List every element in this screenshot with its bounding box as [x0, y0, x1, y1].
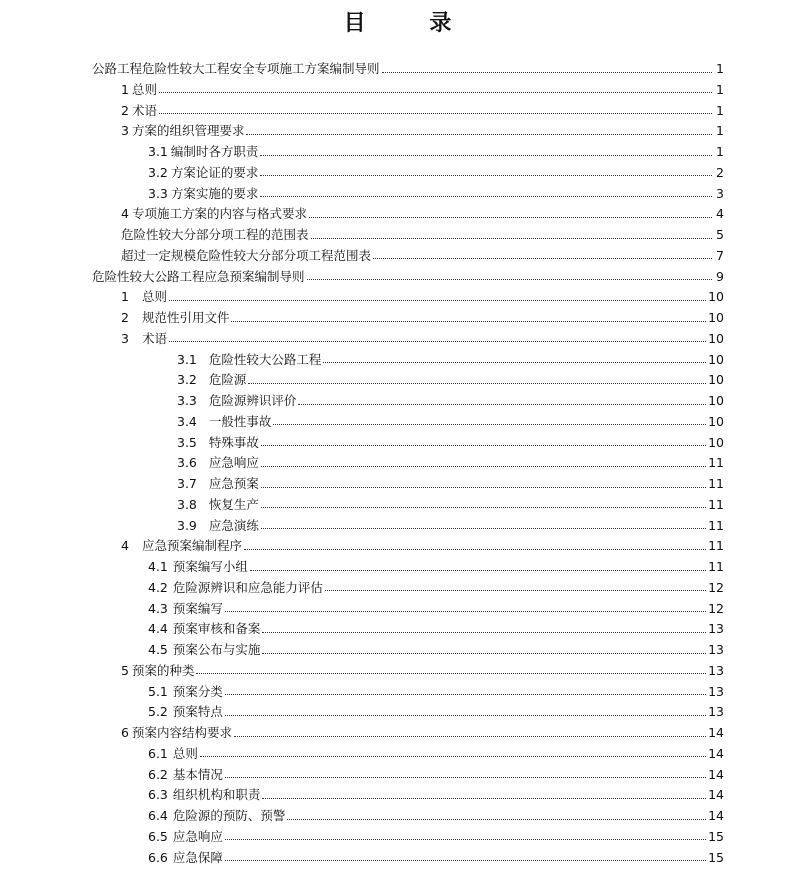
dot-leader [231, 309, 706, 322]
toc-entry-label: 术语 [141, 330, 167, 346]
toc-entry[interactable] [148, 806, 724, 826]
toc-entry[interactable] [121, 329, 724, 349]
toc-entry-number: 3.5 [177, 434, 197, 450]
dot-leader [260, 184, 712, 197]
toc-entry-page-number: 10 [708, 351, 724, 367]
dot-leader [307, 267, 712, 280]
toc-entry-label: 预案编写小组 [172, 559, 248, 574]
toc-entry-number: 6.3 [148, 787, 168, 803]
dot-leader [225, 848, 706, 861]
toc-entry[interactable] [148, 163, 724, 183]
toc-entry[interactable] [121, 308, 724, 328]
toc-entry-label: 应急预案编制程序 [141, 538, 242, 554]
toc-entry[interactable] [121, 204, 724, 224]
toc-entry-number: 3.1 [177, 351, 197, 367]
toc-entry[interactable] [177, 391, 724, 411]
dot-leader [196, 661, 706, 674]
toc-entry[interactable] [148, 702, 724, 722]
toc-entry-page-number: 10 [708, 434, 724, 450]
toc-entry-label: 应急响应 [208, 455, 259, 471]
toc-entry-label: 总则 [172, 745, 198, 761]
toc-entry[interactable] [148, 578, 724, 598]
dot-leader [261, 433, 706, 446]
toc-entry-label: 危险性较大分部分项工程的范围表 [121, 227, 309, 242]
dot-leader [260, 143, 712, 156]
toc-entry-number: 3.3 [177, 393, 197, 408]
toc-entry-page-number: 9 [716, 268, 724, 284]
toc-entry-page-number: 2 [716, 164, 724, 180]
dot-leader [261, 454, 706, 467]
dot-leader [261, 475, 706, 488]
toc-entry[interactable] [121, 80, 724, 100]
toc-entry[interactable] [177, 453, 724, 473]
toc-entry-label: 危险性较大公路工程应急预案编制导则 [92, 268, 305, 284]
toc-entry-number: 2 [121, 102, 129, 118]
toc-entry-label: 预案内容结构要求 [131, 725, 232, 740]
dot-leader [248, 371, 706, 384]
dot-leader [200, 744, 706, 757]
toc-entry-number: 4.2 [148, 579, 168, 595]
toc-entry-page-number: 14 [708, 808, 724, 823]
toc-entry[interactable] [148, 785, 724, 805]
dot-leader [298, 392, 706, 405]
dot-leader [225, 827, 706, 840]
toc-entry-page-number: 10 [708, 413, 724, 429]
toc-entry-page-number: 10 [708, 289, 724, 305]
toc-entry-number: 3.8 [177, 496, 197, 512]
toc-entry-label: 预案公布与实施 [172, 642, 261, 657]
dot-leader [225, 703, 706, 716]
dot-leader [169, 329, 706, 342]
toc-entry[interactable] [177, 474, 724, 494]
toc-entry-number: 4.4 [148, 621, 168, 637]
toc-entry[interactable] [92, 267, 724, 287]
toc-entry[interactable] [148, 682, 724, 702]
dot-leader [309, 205, 712, 218]
toc-entry-label: 危险源辨识和应急能力评估 [172, 579, 323, 595]
toc-entry[interactable] [148, 142, 724, 162]
toc-entry[interactable] [177, 370, 724, 390]
toc-entry-page-number: 13 [708, 683, 724, 699]
toc-entry-page-number: 14 [708, 725, 724, 740]
dot-leader [225, 682, 706, 695]
toc-entry-number: 4.3 [148, 600, 168, 616]
toc-entry-page-number: 10 [708, 310, 724, 325]
toc-entry-page-number: 15 [708, 828, 724, 844]
toc-entry-number: 6.4 [148, 808, 168, 823]
toc-entry-label: 预案特点 [172, 704, 223, 720]
toc-entry-page-number: 1 [716, 81, 724, 97]
toc-entry-page-number: 11 [708, 455, 724, 471]
dot-leader [225, 765, 706, 778]
toc-entry-label: 危险源辨识评价 [208, 393, 297, 408]
toc-entry[interactable] [177, 433, 724, 453]
toc-entry-label: 总则 [131, 81, 157, 97]
dot-leader [225, 599, 706, 612]
toc-entry-label: 预案的种类 [131, 662, 195, 678]
toc-entry-number: 3.1 [148, 144, 168, 159]
toc-entry-page-number: 1 [716, 123, 724, 139]
dot-leader [262, 620, 706, 633]
dot-leader [382, 60, 712, 73]
toc-entry-page-number: 13 [708, 642, 724, 657]
toc-entry[interactable] [177, 516, 724, 536]
toc-entry-number: 1 [121, 289, 129, 305]
toc-entry-page-number: 7 [716, 247, 724, 263]
toc-entry-number: 4.1 [148, 559, 168, 574]
toc-entry-label: 危险性较大公路工程 [208, 351, 322, 367]
dot-leader [159, 101, 712, 114]
toc-entry[interactable] [148, 184, 724, 204]
dot-leader [261, 495, 706, 508]
toc-entry[interactable] [148, 557, 724, 577]
toc-entry-label: 专项施工方案的内容与格式要求 [131, 206, 307, 222]
toc-entry-page-number: 14 [708, 745, 724, 761]
toc-entry-page-number: 11 [708, 559, 724, 574]
toc-entry-page-number: 11 [708, 538, 724, 554]
dot-leader [262, 641, 706, 654]
toc-entry-number: 2 [121, 310, 129, 325]
toc-entry-label: 特殊事故 [208, 434, 259, 450]
toc-entry-page-number: 12 [708, 579, 724, 595]
toc-entry[interactable] [121, 536, 724, 556]
toc-entry-number: 1 [121, 81, 129, 97]
toc-entry-label: 编制时各方职责 [170, 144, 259, 159]
page-title: 目 录 [343, 11, 480, 36]
toc-entry-label: 应急保障 [172, 849, 223, 865]
toc-entry-number: 3.2 [177, 372, 197, 388]
toc-entry-page-number: 5 [716, 227, 724, 242]
toc-entry-page-number: 3 [716, 185, 724, 201]
toc-entry-page-number: 10 [708, 330, 724, 346]
toc-entry-page-number: 11 [708, 517, 724, 533]
toc-entry-number: 3.9 [177, 517, 197, 533]
toc-entry-label: 预案分类 [172, 683, 223, 699]
toc-entry-page-number: 4 [716, 206, 724, 222]
dot-leader [250, 558, 706, 571]
toc-entry[interactable] [148, 640, 724, 660]
toc-entry-number: 3.7 [177, 476, 197, 491]
toc-entry-label: 危险源 [208, 372, 247, 388]
toc-entry-number: 6.6 [148, 849, 168, 865]
toc-entry-page-number: 14 [708, 766, 724, 782]
dot-leader [262, 786, 706, 799]
toc-entry-page-number: 1 [716, 144, 724, 159]
toc-entry-number: 6 [121, 725, 129, 740]
toc-entry[interactable] [148, 744, 724, 764]
dot-leader [261, 516, 706, 529]
toc-entry-page-number: 1 [716, 102, 724, 118]
toc-entry-label: 方案的组织管理要求 [131, 123, 245, 139]
dot-leader [323, 350, 706, 363]
toc-entry[interactable] [177, 412, 724, 432]
toc-entry-number: 3 [121, 330, 129, 346]
toc-entry[interactable] [148, 827, 724, 847]
dot-leader [287, 807, 706, 820]
toc-entry-label: 总则 [141, 289, 167, 305]
toc-entry[interactable] [121, 661, 724, 681]
toc-entry-page-number: 10 [708, 393, 724, 408]
toc-entry-label: 应急预案 [208, 476, 259, 491]
toc-entry-number: 4 [121, 206, 129, 222]
toc-entry-label: 恢复生产 [208, 496, 259, 512]
dot-leader [244, 537, 706, 550]
toc-entry-number: 5.2 [148, 704, 168, 720]
toc-entry[interactable] [121, 121, 724, 141]
toc-entry-page-number: 12 [708, 600, 724, 616]
toc-entry-number: 3 [121, 123, 129, 139]
toc-entry[interactable] [177, 495, 724, 515]
toc-entry-number: 3.3 [148, 185, 168, 201]
dot-leader [325, 578, 706, 591]
toc-entry[interactable] [121, 723, 724, 743]
toc-entry-number: 4.5 [148, 642, 168, 657]
toc-entry-label: 方案论证的要求 [170, 164, 259, 180]
toc-entry-number: 4 [121, 538, 129, 554]
toc-entry[interactable] [121, 246, 724, 266]
dot-leader [311, 226, 712, 239]
toc-entry-page-number: 15 [708, 849, 724, 865]
toc-entry-number: 6.5 [148, 828, 168, 844]
toc-entry-page-number: 13 [708, 621, 724, 637]
dot-leader [246, 122, 712, 135]
toc-entry[interactable] [121, 101, 724, 121]
toc-entry-label: 预案编写 [172, 600, 223, 616]
toc-entry-label: 公路工程危险性较大工程安全专项施工方案编制导则 [92, 61, 380, 76]
toc-entry[interactable] [148, 765, 724, 785]
toc-entry-page-number: 11 [708, 476, 724, 491]
toc-entry-label: 预案审核和备案 [172, 621, 261, 637]
toc-entry-label: 方案实施的要求 [170, 185, 259, 201]
toc-entry[interactable] [148, 848, 724, 868]
toc-entry-label: 一般性事故 [208, 413, 272, 429]
toc-entry-page-number: 10 [708, 372, 724, 388]
toc-entry[interactable] [92, 59, 724, 79]
toc-entry-page-number: 11 [708, 496, 724, 512]
dot-leader [159, 80, 712, 93]
toc-entry-label: 术语 [131, 102, 157, 118]
toc-entry[interactable] [121, 287, 724, 307]
dot-leader [273, 412, 706, 425]
toc-entry-page-number: 14 [708, 787, 724, 803]
toc-entry-label: 危险源的预防、预警 [172, 808, 286, 823]
toc-entry[interactable] [177, 350, 724, 370]
toc-entry-page-number: 1 [716, 61, 724, 76]
toc-entry-label: 超过一定规模危险性较大分部分项工程范围表 [121, 247, 372, 263]
dot-leader [169, 288, 706, 301]
toc-entry[interactable] [148, 619, 724, 639]
toc-entry-number: 3.2 [148, 164, 168, 180]
toc-entry[interactable] [148, 599, 724, 619]
dot-leader [260, 163, 712, 176]
toc-entry-page-number: 13 [708, 704, 724, 720]
toc-entry-number: 5.1 [148, 683, 168, 699]
toc-entry-page-number: 13 [708, 662, 724, 678]
toc-entry-label: 应急演练 [208, 517, 259, 533]
toc-entry-number: 6.1 [148, 745, 168, 761]
toc-entry-number: 6.2 [148, 766, 168, 782]
toc-entry-number: 3.4 [177, 413, 197, 429]
toc-entry[interactable] [121, 225, 724, 245]
dot-leader [234, 724, 706, 737]
toc-entry-number: 5 [121, 662, 129, 678]
toc-entry-label: 应急响应 [172, 828, 223, 844]
toc-entry-label: 组织机构和职责 [172, 787, 261, 803]
toc-entry-label: 规范性引用文件 [141, 310, 230, 325]
dot-leader [373, 246, 712, 259]
toc-entry-label: 基本情况 [172, 766, 223, 782]
toc-entry-number: 3.6 [177, 455, 197, 471]
